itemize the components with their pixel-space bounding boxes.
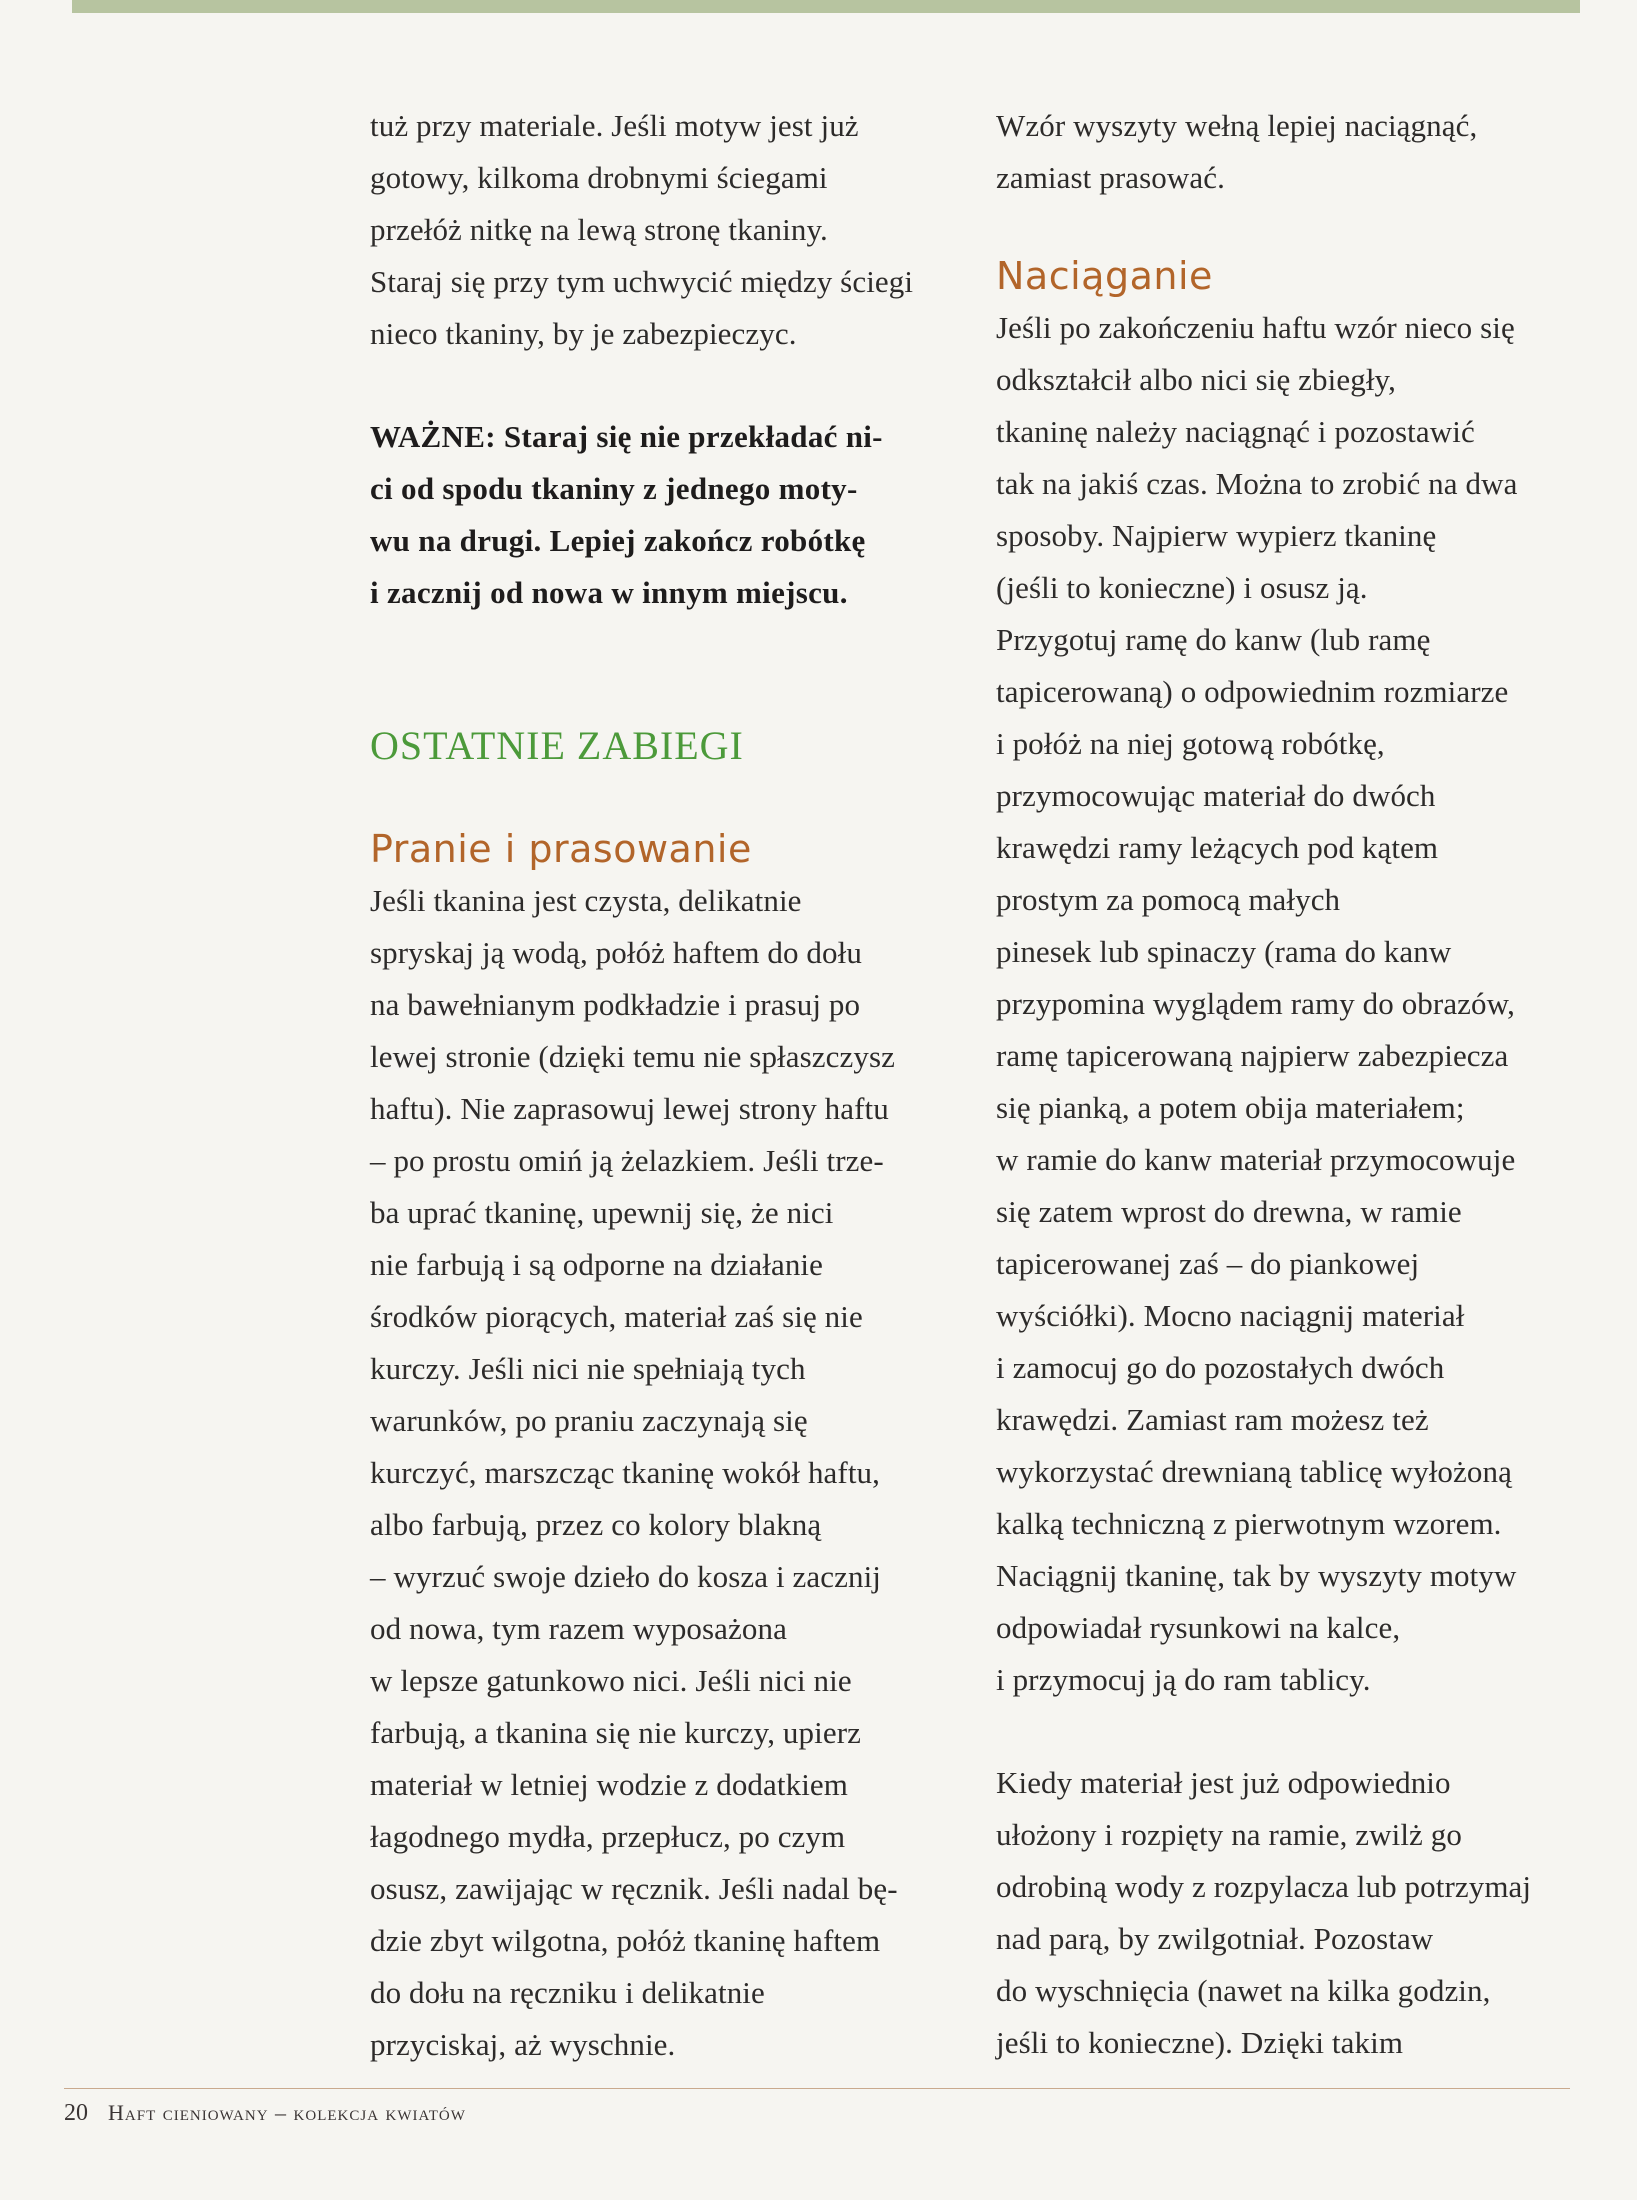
text-line: Kiedy materiał jest już odpowiednio <box>996 1765 1451 1800</box>
text-line: przymocowując materiał do dwóch <box>996 778 1436 813</box>
important-line: i zacznij od nowa w innym miejscu. <box>370 575 848 610</box>
text-line: Jeśli tkanina jest czysta, delikatnie <box>370 883 802 918</box>
text-line: osusz, zawijając w ręcznik. Jeśli nadal bę- <box>370 1871 898 1906</box>
text-line: nad parą, by zwilgotniał. Pozostaw <box>996 1921 1434 1956</box>
running-title: Haft cieniowany – kolekcja kwiatów <box>108 2100 466 2125</box>
right-column <box>996 100 1586 2069</box>
text-line: kurczyć, marszcząc tkaninę wokół haftu, <box>370 1455 880 1490</box>
text-line: odrobiną wody z rozpylacza lub potrzymaj <box>996 1869 1532 1904</box>
text-line: przypomina wyglądem ramy do obrazów, <box>996 986 1515 1021</box>
text-line: krawędzi. Zamiast ram możesz też <box>996 1402 1429 1437</box>
text-line: prostym za pomocą małych <box>996 882 1341 917</box>
text-line: tkaninę należy naciągnąć i pozostawić <box>996 414 1475 449</box>
text-line: do wyschnięcia (nawet na kilka godzin, <box>996 1973 1491 2008</box>
right-intro-paragraph <box>996 100 1586 204</box>
text-line: gotowy, kilkoma drobnymi ściegami <box>370 160 828 195</box>
text-line: nieco tkaniny, by je zabezpieczyc. <box>370 316 797 351</box>
text-line: kurczy. Jeśli nici nie spełniają tych <box>370 1351 806 1386</box>
text-line: farbują, a tkanina się nie kurczy, upierz <box>370 1715 861 1750</box>
washing-paragraph <box>370 875 960 2071</box>
text-line: ba uprać tkaninę, upewnij się, że nici <box>370 1195 834 1230</box>
text-line: się zatem wprost do drewna, w ramie <box>996 1194 1462 1229</box>
text-line: – wyrzuć swoje dzieło do kosza i zacznij <box>370 1559 882 1594</box>
left-intro-paragraph <box>370 100 960 360</box>
text-line: i połóż na niej gotową robótkę, <box>996 726 1385 761</box>
text-line: łagodnego mydła, przepłucz, po czym <box>370 1819 846 1854</box>
text-line: odpowiadał rysunkowi na kalce, <box>996 1610 1401 1645</box>
important-line: WAŻNE: Staraj się nie przekładać ni- <box>370 419 883 454</box>
text-line: Staraj się przy tym uchwycić między ściegi <box>370 264 914 299</box>
important-line: ci od spodu tkaniny z jednego moty- <box>370 471 858 506</box>
text-line: wykorzystać drewnianą tablicę wyłożoną <box>996 1454 1512 1489</box>
text-line: dzie zbyt wilgotna, połóż tkaninę haftem <box>370 1923 881 1958</box>
text-line: kalką techniczną z pierwotnym wzorem. <box>996 1506 1502 1541</box>
text-line: (jeśli to konieczne) i osusz ją. <box>996 570 1368 605</box>
text-line: lewej stronie (dzięki temu nie spłaszczysz <box>370 1039 895 1074</box>
drying-paragraph <box>996 1757 1586 2069</box>
text-line: albo farbują, przez co kolory blakną <box>370 1507 822 1542</box>
text-line: Wzór wyszyty wełną lepiej naciągnąć, <box>996 108 1478 143</box>
important-line: wu na drugi. Lepiej zakończ robótkę <box>370 523 866 558</box>
spacer <box>996 1706 1586 1757</box>
text-line: Przygotuj ramę do kanw (lub ramę <box>996 622 1431 657</box>
text-line: w ramie do kanw materiał przymocowuje <box>996 1142 1516 1177</box>
text-line: tuż przy materiale. Jeśli motyw jest już <box>370 108 859 143</box>
text-line: Naciągnij tkaninę, tak by wyszyty motyw <box>996 1558 1517 1593</box>
text-line: tak na jakiś czas. Można to zrobić na dwa <box>996 466 1518 501</box>
text-line: i przymocuj ją do ram tablicy. <box>996 1662 1371 1697</box>
spacer <box>370 619 960 720</box>
text-line: warunków, po praniu zaczynają się <box>370 1403 808 1438</box>
spacer <box>996 204 1586 250</box>
text-line: spryskaj ją wodą, połóż haftem do dołu <box>370 935 862 970</box>
text-line: zamiast prasować. <box>996 160 1225 195</box>
text-line: odkształcił albo nici się zbiegły, <box>996 362 1396 397</box>
section-title: OSTATNIE ZABIEGI <box>370 723 744 768</box>
text-line: przełóż nitkę na lewą stronę tkaniny. <box>370 212 828 247</box>
text-line: Jeśli po zakończeniu haftu wzór nieco się <box>996 310 1515 345</box>
subheading-washing: Pranie i prasowanie <box>370 827 752 871</box>
spacer <box>370 772 960 823</box>
text-line: środków piorących, materiał zaś się nie <box>370 1299 863 1334</box>
text-line: i zamocuj go do pozostałych dwóch <box>996 1350 1445 1385</box>
spacer <box>370 360 960 411</box>
text-line: od nowa, tym razem wyposażona <box>370 1611 787 1646</box>
text-line: w lepsze gatunkowo nici. Jeśli nici nie <box>370 1663 852 1698</box>
important-note <box>370 411 960 619</box>
text-line: do dołu na ręczniku i delikatnie <box>370 1975 765 2010</box>
text-line: pinesek lub spinaczy (rama do kanw <box>996 934 1452 969</box>
text-line: nie farbują i są odporne na działanie <box>370 1247 824 1282</box>
text-line: się pianką, a potem obija materiałem; <box>996 1090 1465 1125</box>
page-number: 20 <box>64 2100 88 2126</box>
top-decorative-band <box>72 0 1580 13</box>
page-footer <box>64 2100 466 2127</box>
text-line: krawędzi ramy leżących pod kątem <box>996 830 1439 865</box>
text-line: jeśli to konieczne). Dzięki takim <box>996 2025 1404 2060</box>
text-line: ułożony i rozpięty na ramie, zwilż go <box>996 1817 1462 1852</box>
text-line: tapicerowaną) o odpowiednim rozmiarze <box>996 674 1509 709</box>
text-line: tapicerowanej zaś – do piankowej <box>996 1246 1420 1281</box>
text-line: – po prostu omiń ją żelazkiem. Jeśli trze- <box>370 1143 884 1178</box>
stretching-paragraph <box>996 302 1586 1706</box>
text-line: materiał w letniej wodzie z dodatkiem <box>370 1767 848 1802</box>
left-column <box>370 100 960 2071</box>
text-line: ramę tapicerowaną najpierw zabezpiecza <box>996 1038 1509 1073</box>
footer-divider <box>64 2088 1570 2089</box>
subheading-stretching: Naciąganie <box>996 254 1213 298</box>
text-line: na bawełnianym podkładzie i prasuj po <box>370 987 861 1022</box>
text-line: przyciskaj, aż wyschnie. <box>370 2027 676 2062</box>
text-line: wyściółki). Mocno naciągnij materiał <box>996 1298 1465 1333</box>
text-line: haftu). Nie zaprasowuj lewej strony haftu <box>370 1091 889 1126</box>
text-line: sposoby. Najpierw wypierz tkaninę <box>996 518 1437 553</box>
